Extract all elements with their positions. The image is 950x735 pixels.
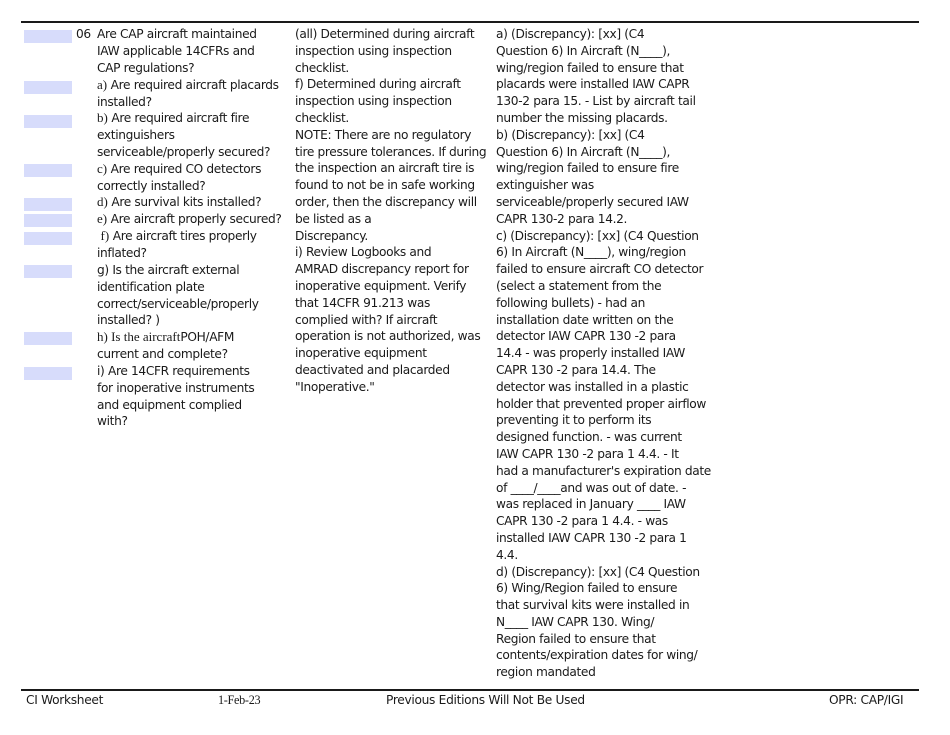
text-line: N____ IAW CAPR 130. Wing/ xyxy=(496,614,655,629)
text-line: 6) In Aircraft (N____), wing/region xyxy=(496,245,686,260)
sub-item-c: c) Are required CO detectors correctly installed? xyxy=(97,161,262,193)
sub-item-b: b) Are required aircraft fire extinguishers serviceable/properly secured? xyxy=(97,110,271,159)
text-line: checklist. xyxy=(295,60,349,75)
text-line: 130-2 para 15. - List by aircraft tail xyxy=(496,94,696,109)
text-line: complied with? If aircraft xyxy=(295,312,438,327)
text-line: CAPR 130-2 para 14.2. xyxy=(496,211,628,226)
response-box-f[interactable] xyxy=(24,232,72,245)
top-rule xyxy=(21,21,919,23)
footer-notice: Previous Editions Will Not Be Used xyxy=(386,693,585,707)
text-line: operation is not authorized, was xyxy=(295,329,481,344)
sub-item-f: f) Are aircraft tires properly inflated? xyxy=(97,228,257,260)
sub-item-prefix: d) xyxy=(97,194,108,209)
text-line: preventing it to perform its xyxy=(496,413,652,428)
text-line: Question 6) In Aircraft (N____), xyxy=(496,144,671,159)
text-line: installation date written on the xyxy=(496,312,674,327)
text-line: (all) Determined during aircraft xyxy=(295,27,475,41)
guidance-column xyxy=(295,26,486,396)
response-box-i[interactable] xyxy=(24,367,72,380)
footer-date: 1-Feb-23 xyxy=(218,693,261,707)
text-line: 4.4. xyxy=(496,547,518,562)
sub-item-prefix: e) xyxy=(97,211,108,226)
text-line: CAPR 130 -2 para 14.4. The xyxy=(496,362,656,377)
response-box-e[interactable] xyxy=(24,214,72,227)
question-text xyxy=(97,26,257,76)
response-box-c[interactable] xyxy=(24,164,72,177)
text-line: of ____/____and was out of date. - xyxy=(496,480,687,495)
text-line: holder that prevented proper airflow xyxy=(496,396,707,411)
findings-column xyxy=(496,26,711,681)
text-line: b) (Discrepancy): [xx] (C4 xyxy=(496,127,645,142)
text-line: c) (Discrepancy): [xx] (C4 Question xyxy=(496,228,699,243)
text-line: inspection using inspection xyxy=(295,43,452,58)
text-line: detector IAW CAPR 130 -2 para xyxy=(496,329,676,344)
text-line: extinguisher was xyxy=(496,178,594,193)
response-box-d[interactable] xyxy=(24,198,72,211)
response-box-h[interactable] xyxy=(24,332,72,345)
sub-item-e: e) Are aircraft properly secured? xyxy=(97,211,282,226)
sub-item-prefix: f) xyxy=(100,228,110,243)
footer-form-name: CI Worksheet xyxy=(26,693,104,707)
question-line: CAP regulations? xyxy=(97,60,195,75)
text-line: wing/region failed to ensure fire xyxy=(496,161,679,176)
text-line: was replaced in January ____ IAW xyxy=(496,497,686,512)
text-line: NOTE: There are no regulatory xyxy=(295,127,472,142)
text-line: tire pressure tolerances. If during xyxy=(295,144,487,159)
text-line: designed function. - was current xyxy=(496,430,682,445)
text-line: failed to ensure aircraft CO detector xyxy=(496,262,704,277)
text-line: inspection using inspection xyxy=(295,94,452,109)
text-line: 14.4 - was properly installed IAW xyxy=(496,346,685,361)
text-line: serviceable/properly secured IAW xyxy=(496,194,689,209)
text-line: following bullets) - had an xyxy=(496,295,645,310)
text-line: that survival kits were installed in xyxy=(496,598,690,613)
text-line: IAW CAPR 130 -2 para 1 4.4. - It xyxy=(496,446,679,461)
text-line: found to not be in safe working xyxy=(295,178,475,193)
text-line: a) (Discrepancy): [xx] (C4 xyxy=(496,27,645,41)
response-box-g[interactable] xyxy=(24,265,72,278)
text-line: Question 6) In Aircraft (N____), xyxy=(496,43,671,58)
question-line: IAW applicable 14CFRs and xyxy=(97,43,255,58)
text-line: f) Determined during aircraft xyxy=(295,77,461,92)
text-line: number the missing placards. xyxy=(496,110,668,125)
text-line: detector was installed in a plastic xyxy=(496,379,689,394)
sub-item-g: g) Is the aircraft external identification plate correct/serviceable/properly installed? ) xyxy=(97,263,259,328)
text-line: wing/region failed to ensure that xyxy=(496,60,684,75)
text-line: (select a statement from the xyxy=(496,278,662,293)
question-number: 06 xyxy=(76,27,91,41)
text-line: inoperative equipment xyxy=(295,346,427,361)
sub-item-a: a) Are required aircraft placards installed? xyxy=(97,77,279,109)
text-line: installed IAW CAPR 130 -2 para 1 xyxy=(496,530,687,545)
sub-item-h: h) Is the aircraftPOH/AFM current and complete? xyxy=(97,329,235,361)
text-line: had a manufacturer's expiration date xyxy=(496,463,711,478)
sub-item-prefix: h) Is the aircraft xyxy=(97,329,181,344)
text-line: deactivated and placarded xyxy=(295,362,450,377)
response-box-question[interactable] xyxy=(24,30,72,43)
text-line: d) (Discrepancy): [xx] (C4 Question xyxy=(496,564,700,579)
text-line: placards were installed IAW CAPR xyxy=(496,77,690,92)
text-line: contents/expiration dates for wing/ xyxy=(496,648,698,663)
response-box-b[interactable] xyxy=(24,115,72,128)
text-line: region mandated xyxy=(496,665,596,680)
text-line: "Inoperative." xyxy=(295,379,375,394)
text-line: Discrepancy. xyxy=(295,228,368,243)
response-box-a[interactable] xyxy=(24,81,72,94)
footer-opr: OPR: CAP/IGI xyxy=(829,693,904,707)
sub-item-prefix: b) xyxy=(97,110,108,125)
text-line: Region failed to ensure that xyxy=(496,631,656,646)
text-line: CAPR 130 -2 para 1 4.4. - was xyxy=(496,514,668,529)
sub-item-i: i) Are 14CFR requirements for inoperative instruments and equipment complied with? xyxy=(97,364,255,429)
bottom-rule xyxy=(21,689,919,691)
text-line: AMRAD discrepancy report for xyxy=(295,262,469,277)
sub-item-prefix: a) xyxy=(97,77,108,92)
text-line: 6) Wing/Region failed to ensure xyxy=(496,581,678,596)
text-line: inoperative equipment. Verify xyxy=(295,278,467,293)
text-line: that 14CFR 91.213 was xyxy=(295,295,430,310)
text-line: checklist. xyxy=(295,110,349,125)
text-line: order, then the discrepancy will xyxy=(295,194,477,209)
question-line: Are CAP aircraft maintained xyxy=(97,27,257,41)
sub-item-prefix: c) xyxy=(97,161,108,176)
text-line: i) Review Logbooks and xyxy=(295,245,432,260)
sub-item-d: d) Are survival kits installed? xyxy=(97,194,262,209)
text-line: the inspection an aircraft tire is xyxy=(295,161,475,176)
text-line: be listed as a xyxy=(295,211,372,226)
